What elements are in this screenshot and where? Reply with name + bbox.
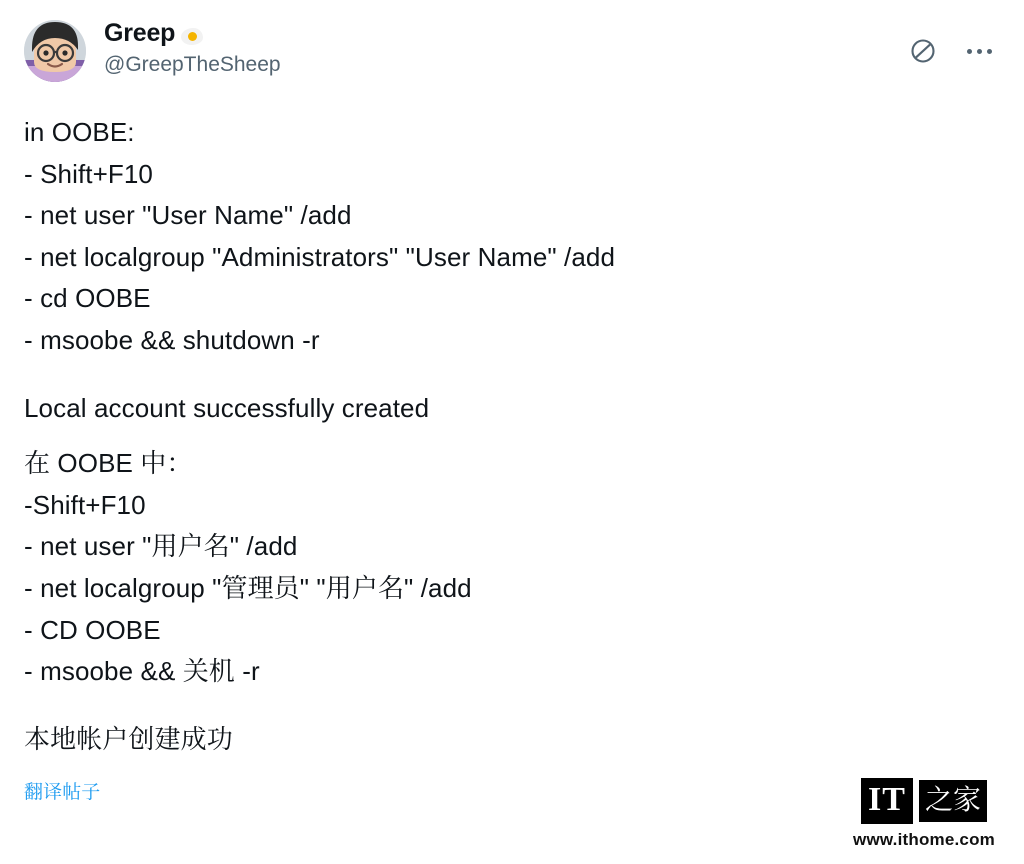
watermark-url: www.ithome.com <box>853 830 995 849</box>
watermark <box>844 778 1004 850</box>
tweet-line-translated: 本地帐户创建成功 <box>24 723 233 754</box>
more-dots <box>967 49 992 54</box>
tweet-line: - net user "User Name" /add <box>24 200 352 231</box>
slashed-circle-icon[interactable] <box>906 34 940 68</box>
avatar-image <box>24 20 86 82</box>
tweet-line: - cd OOBE <box>24 283 151 314</box>
fried-egg-icon <box>181 26 203 46</box>
author-handle[interactable]: @GreepTheSheep <box>104 52 281 76</box>
tweet-line: Local account successfully created <box>24 392 430 423</box>
more-options-icon[interactable] <box>962 34 996 68</box>
paragraph-gap <box>24 429 1000 443</box>
tweet-line-translated: - CD OOBE <box>24 614 161 645</box>
tweet-line: - Shift+F10 <box>24 158 153 189</box>
slashed-circle-glyph <box>909 37 937 65</box>
watermark-logo <box>844 778 1004 824</box>
display-name: Greep <box>104 19 176 47</box>
tweet-line: - net localgroup "Administrators" "User Name" /add <box>24 241 616 272</box>
tweet-actions <box>906 34 996 68</box>
tweet-line-translated: - net user "用户名" /add <box>24 531 298 562</box>
watermark-logo-right: 之家 <box>919 780 987 822</box>
display-name-row[interactable] <box>104 20 281 48</box>
tweet-header <box>24 18 1000 96</box>
tweet-line-translated: -Shift+F10 <box>24 489 146 520</box>
blank-line <box>24 362 1000 388</box>
translate-post-link[interactable]: 翻译帖子 <box>24 782 101 804</box>
tweet-line-translated: - msoobe && 关机 -r <box>24 656 260 687</box>
avatar[interactable] <box>24 20 86 82</box>
author-names <box>104 18 281 77</box>
tweet-line-translated: - net localgroup "管理员" "用户名" /add <box>24 572 472 603</box>
watermark-logo-left: IT <box>861 778 913 824</box>
tweet-line: - msoobe && shutdown -r <box>24 324 320 355</box>
tweet-line: in OOBE: <box>24 117 135 147</box>
blank-line <box>24 693 1000 719</box>
tweet-line-translated: 在 OOBE 中： <box>24 448 193 479</box>
tweet-body <box>24 112 1000 811</box>
